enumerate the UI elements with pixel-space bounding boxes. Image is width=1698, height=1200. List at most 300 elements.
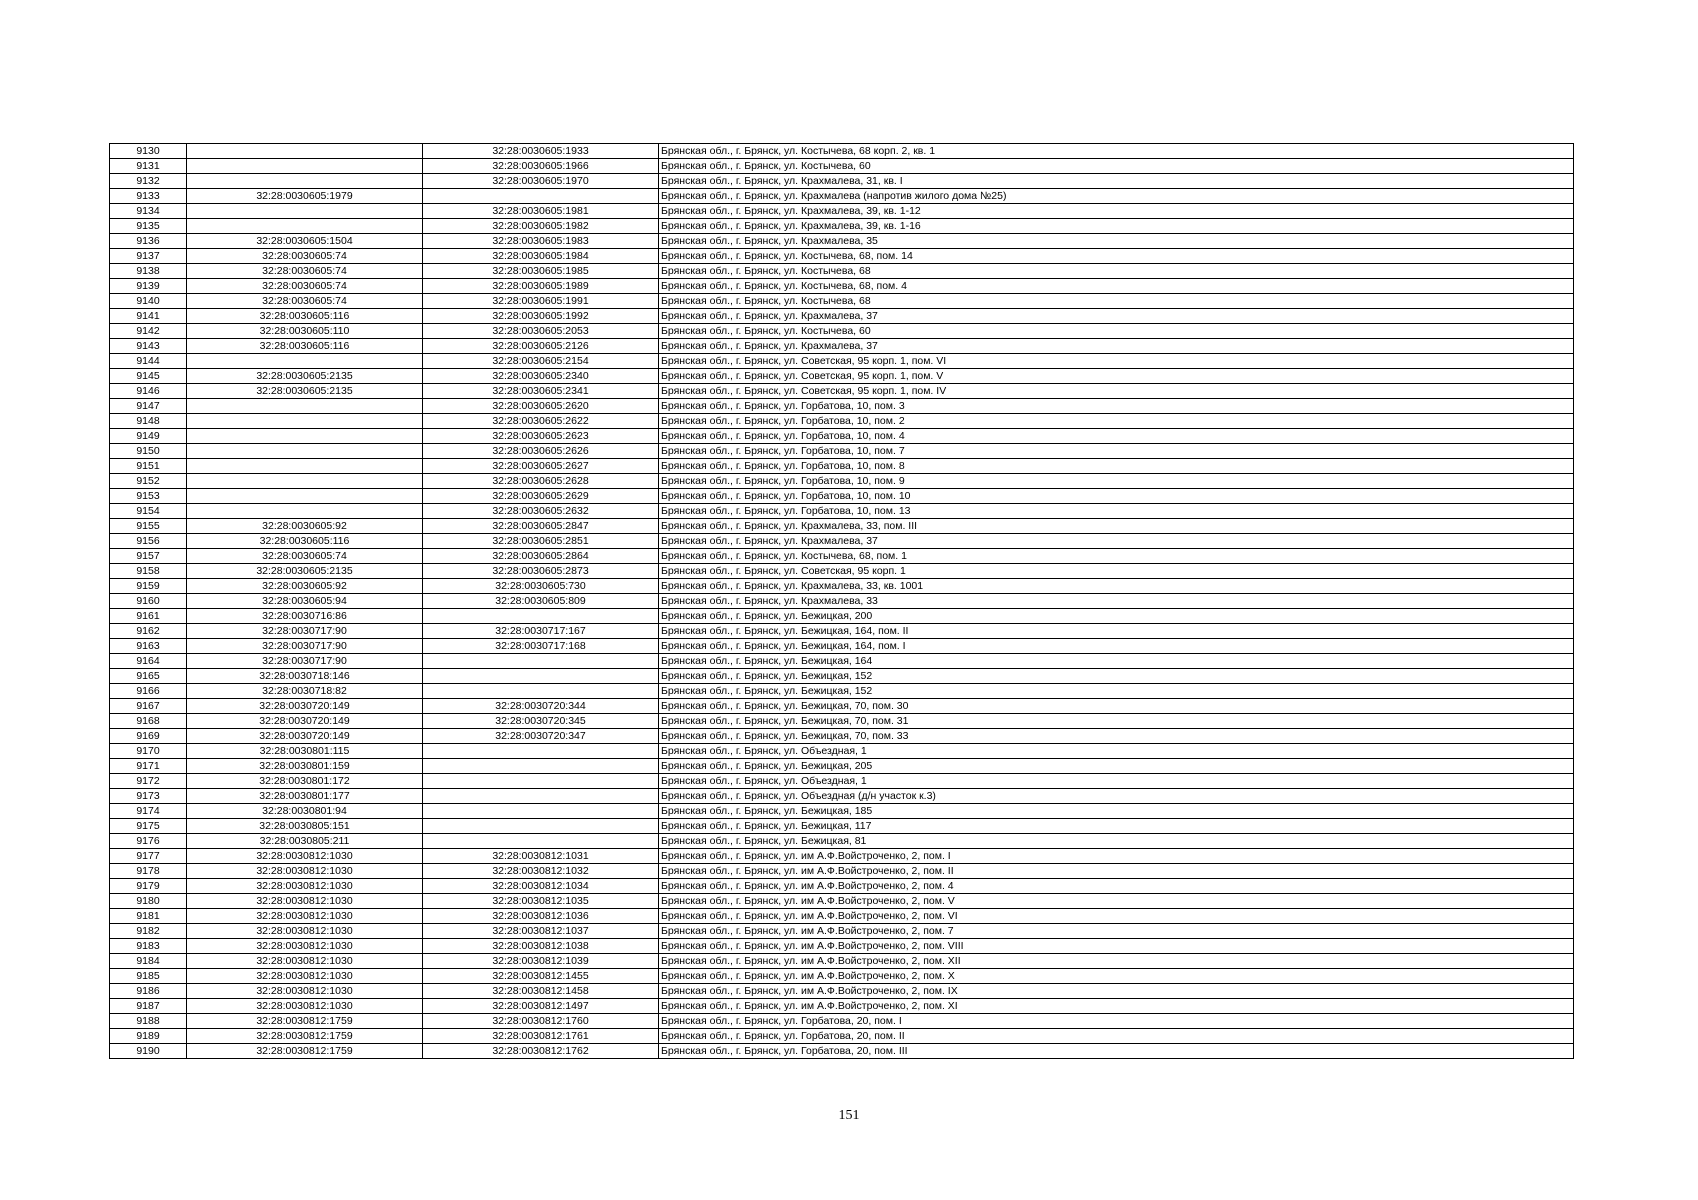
table-row — [110, 474, 1574, 489]
table-row — [110, 954, 1574, 969]
table-row — [110, 1029, 1574, 1044]
table-row — [110, 324, 1574, 339]
parcel-cadastral-number-cell: 32:28:0030812:1759 — [187, 1044, 423, 1059]
object-cadastral-number-cell — [423, 654, 659, 669]
parcel-cadastral-number-cell: 32:28:0030605:1504 — [187, 234, 423, 249]
object-cadastral-number-cell: 32:28:0030605:1970 — [423, 174, 659, 189]
parcel-cadastral-number-cell: 32:28:0030605:110 — [187, 324, 423, 339]
row-number-cell: 9151 — [110, 459, 187, 474]
table-row — [110, 804, 1574, 819]
table-row — [110, 294, 1574, 309]
table-row — [110, 639, 1574, 654]
table-row — [110, 594, 1574, 609]
object-cadastral-number-cell — [423, 834, 659, 849]
table-row — [110, 609, 1574, 624]
row-number-cell: 9166 — [110, 684, 187, 699]
table-row — [110, 969, 1574, 984]
parcel-cadastral-number-cell: 32:28:0030801:172 — [187, 774, 423, 789]
address-cell: Брянская обл., г. Брянск, ул. Горбатова, 20, пом. I — [659, 1014, 1574, 1029]
object-cadastral-number-cell: 32:28:0030605:2632 — [423, 504, 659, 519]
row-number-cell: 9175 — [110, 819, 187, 834]
address-cell: Брянская обл., г. Брянск, ул. Советская, 95 корп. 1, пом. IV — [659, 384, 1574, 399]
parcel-cadastral-number-cell: 32:28:0030801:159 — [187, 759, 423, 774]
table-row — [110, 684, 1574, 699]
parcel-cadastral-number-cell: 32:28:0030605:74 — [187, 549, 423, 564]
parcel-cadastral-number-cell — [187, 399, 423, 414]
table-row — [110, 369, 1574, 384]
parcel-cadastral-number-cell — [187, 219, 423, 234]
object-cadastral-number-cell: 32:28:0030812:1038 — [423, 939, 659, 954]
address-cell: Брянская обл., г. Брянск, ул. им А.Ф.Войстроченко, 2, пом. V — [659, 894, 1574, 909]
parcel-cadastral-number-cell: 32:28:0030812:1759 — [187, 1014, 423, 1029]
address-cell: Брянская обл., г. Брянск, ул. Горбатова, 10, пом. 3 — [659, 399, 1574, 414]
property-register-table — [109, 143, 1574, 1059]
table-row — [110, 444, 1574, 459]
object-cadastral-number-cell: 32:28:0030605:730 — [423, 579, 659, 594]
address-cell: Брянская обл., г. Брянск, ул. им А.Ф.Войстроченко, 2, пом. XII — [659, 954, 1574, 969]
object-cadastral-number-cell: 32:28:0030605:2873 — [423, 564, 659, 579]
row-number-cell: 9136 — [110, 234, 187, 249]
address-cell: Брянская обл., г. Брянск, ул. им А.Ф.Войстроченко, 2, пом. IX — [659, 984, 1574, 999]
parcel-cadastral-number-cell: 32:28:0030605:74 — [187, 264, 423, 279]
object-cadastral-number-cell: 32:28:0030717:168 — [423, 639, 659, 654]
parcel-cadastral-number-cell — [187, 204, 423, 219]
row-number-cell: 9187 — [110, 999, 187, 1014]
row-number-cell: 9161 — [110, 609, 187, 624]
row-number-cell: 9172 — [110, 774, 187, 789]
table-row — [110, 219, 1574, 234]
object-cadastral-number-cell: 32:28:0030812:1762 — [423, 1044, 659, 1059]
address-cell: Брянская обл., г. Брянск, ул. Объездная, 1 — [659, 774, 1574, 789]
parcel-cadastral-number-cell: 32:28:0030605:94 — [187, 594, 423, 609]
row-number-cell: 9179 — [110, 879, 187, 894]
address-cell: Брянская обл., г. Брянск, ул. им А.Ф.Войстроченко, 2, пом. VI — [659, 909, 1574, 924]
row-number-cell: 9185 — [110, 969, 187, 984]
row-number-cell: 9147 — [110, 399, 187, 414]
object-cadastral-number-cell — [423, 759, 659, 774]
table-row — [110, 279, 1574, 294]
object-cadastral-number-cell: 32:28:0030720:347 — [423, 729, 659, 744]
row-number-cell: 9177 — [110, 849, 187, 864]
parcel-cadastral-number-cell: 32:28:0030812:1030 — [187, 909, 423, 924]
row-number-cell: 9162 — [110, 624, 187, 639]
row-number-cell: 9144 — [110, 354, 187, 369]
row-number-cell: 9183 — [110, 939, 187, 954]
table-row — [110, 429, 1574, 444]
parcel-cadastral-number-cell: 32:28:0030605:1979 — [187, 189, 423, 204]
address-cell: Брянская обл., г. Брянск, ул. Бежицкая, 164, пом. II — [659, 624, 1574, 639]
address-cell: Брянская обл., г. Брянск, ул. Крахмалева (напротив жилого дома №25) — [659, 189, 1574, 204]
row-number-cell: 9173 — [110, 789, 187, 804]
parcel-cadastral-number-cell: 32:28:0030605:116 — [187, 339, 423, 354]
object-cadastral-number-cell: 32:28:0030605:1981 — [423, 204, 659, 219]
address-cell: Брянская обл., г. Брянск, ул. им А.Ф.Войстроченко, 2, пом. XI — [659, 999, 1574, 1014]
object-cadastral-number-cell: 32:28:0030605:2628 — [423, 474, 659, 489]
row-number-cell: 9160 — [110, 594, 187, 609]
row-number-cell: 9169 — [110, 729, 187, 744]
address-cell: Брянская обл., г. Брянск, ул. Крахмалева, 35 — [659, 234, 1574, 249]
object-cadastral-number-cell: 32:28:0030605:1984 — [423, 249, 659, 264]
parcel-cadastral-number-cell: 32:28:0030718:146 — [187, 669, 423, 684]
address-cell: Брянская обл., г. Брянск, ул. Объездная (д/н участок к.3) — [659, 789, 1574, 804]
parcel-cadastral-number-cell: 32:28:0030605:92 — [187, 519, 423, 534]
object-cadastral-number-cell: 32:28:0030812:1036 — [423, 909, 659, 924]
table-row — [110, 534, 1574, 549]
parcel-cadastral-number-cell — [187, 474, 423, 489]
address-cell: Брянская обл., г. Брянск, ул. Костычева, 60 — [659, 159, 1574, 174]
table-row — [110, 309, 1574, 324]
object-cadastral-number-cell: 32:28:0030812:1497 — [423, 999, 659, 1014]
parcel-cadastral-number-cell: 32:28:0030720:149 — [187, 699, 423, 714]
object-cadastral-number-cell: 32:28:0030717:167 — [423, 624, 659, 639]
parcel-cadastral-number-cell — [187, 429, 423, 444]
address-cell: Брянская обл., г. Брянск, ул. Горбатова, 10, пом. 8 — [659, 459, 1574, 474]
parcel-cadastral-number-cell: 32:28:0030812:1030 — [187, 939, 423, 954]
table-row — [110, 384, 1574, 399]
address-cell: Брянская обл., г. Брянск, ул. им А.Ф.Войстроченко, 2, пом. VIII — [659, 939, 1574, 954]
table-row — [110, 579, 1574, 594]
object-cadastral-number-cell: 32:28:0030605:2620 — [423, 399, 659, 414]
parcel-cadastral-number-cell — [187, 159, 423, 174]
address-cell: Брянская обл., г. Брянск, ул. Бежицкая, 200 — [659, 609, 1574, 624]
table-row — [110, 939, 1574, 954]
table-row — [110, 624, 1574, 639]
row-number-cell: 9164 — [110, 654, 187, 669]
parcel-cadastral-number-cell: 32:28:0030605:92 — [187, 579, 423, 594]
address-cell: Брянская обл., г. Брянск, ул. Бежицкая, 70, пом. 31 — [659, 714, 1574, 729]
address-cell: Брянская обл., г. Брянск, ул. Костычева, 60 — [659, 324, 1574, 339]
object-cadastral-number-cell — [423, 804, 659, 819]
address-cell: Брянская обл., г. Брянск, ул. им А.Ф.Войстроченко, 2, пом. X — [659, 969, 1574, 984]
row-number-cell: 9155 — [110, 519, 187, 534]
row-number-cell: 9150 — [110, 444, 187, 459]
address-cell: Брянская обл., г. Брянск, ул. Горбатова, 10, пом. 2 — [659, 414, 1574, 429]
table-row — [110, 504, 1574, 519]
object-cadastral-number-cell: 32:28:0030605:2847 — [423, 519, 659, 534]
address-cell: Брянская обл., г. Брянск, ул. Бежицкая, 164 — [659, 654, 1574, 669]
row-number-cell: 9189 — [110, 1029, 187, 1044]
parcel-cadastral-number-cell: 32:28:0030812:1030 — [187, 864, 423, 879]
table-row — [110, 699, 1574, 714]
parcel-cadastral-number-cell: 32:28:0030812:1030 — [187, 984, 423, 999]
address-cell: Брянская обл., г. Брянск, ул. им А.Ф.Войстроченко, 2, пом. 4 — [659, 879, 1574, 894]
table-row — [110, 564, 1574, 579]
row-number-cell: 9176 — [110, 834, 187, 849]
parcel-cadastral-number-cell — [187, 489, 423, 504]
object-cadastral-number-cell: 32:28:0030605:2340 — [423, 369, 659, 384]
object-cadastral-number-cell: 32:28:0030605:2626 — [423, 444, 659, 459]
table-row — [110, 144, 1574, 159]
address-cell: Брянская обл., г. Брянск, ул. Горбатова, 10, пом. 7 — [659, 444, 1574, 459]
row-number-cell: 9157 — [110, 549, 187, 564]
object-cadastral-number-cell — [423, 789, 659, 804]
parcel-cadastral-number-cell: 32:28:0030605:116 — [187, 309, 423, 324]
row-number-cell: 9146 — [110, 384, 187, 399]
address-cell: Брянская обл., г. Брянск, ул. Бежицкая, 70, пом. 33 — [659, 729, 1574, 744]
object-cadastral-number-cell: 32:28:0030605:2622 — [423, 414, 659, 429]
parcel-cadastral-number-cell: 32:28:0030605:74 — [187, 279, 423, 294]
parcel-cadastral-number-cell — [187, 459, 423, 474]
row-number-cell: 9186 — [110, 984, 187, 999]
row-number-cell: 9159 — [110, 579, 187, 594]
parcel-cadastral-number-cell: 32:28:0030812:1030 — [187, 894, 423, 909]
row-number-cell: 9134 — [110, 204, 187, 219]
object-cadastral-number-cell: 32:28:0030605:1989 — [423, 279, 659, 294]
parcel-cadastral-number-cell: 32:28:0030720:149 — [187, 714, 423, 729]
address-cell: Брянская обл., г. Брянск, ул. Объездная, 1 — [659, 744, 1574, 759]
row-number-cell: 9135 — [110, 219, 187, 234]
row-number-cell: 9174 — [110, 804, 187, 819]
parcel-cadastral-number-cell: 32:28:0030605:2135 — [187, 369, 423, 384]
row-number-cell: 9158 — [110, 564, 187, 579]
parcel-cadastral-number-cell: 32:28:0030605:74 — [187, 294, 423, 309]
row-number-cell: 9138 — [110, 264, 187, 279]
address-cell: Брянская обл., г. Брянск, ул. Костычева, 68, пом. 4 — [659, 279, 1574, 294]
table-row — [110, 519, 1574, 534]
address-cell: Брянская обл., г. Брянск, ул. Бежицкая, 152 — [659, 669, 1574, 684]
row-number-cell: 9133 — [110, 189, 187, 204]
object-cadastral-number-cell: 32:28:0030605:2623 — [423, 429, 659, 444]
address-cell: Брянская обл., г. Брянск, ул. Крахмалева, 33 — [659, 594, 1574, 609]
row-number-cell: 9163 — [110, 639, 187, 654]
row-number-cell: 9188 — [110, 1014, 187, 1029]
address-cell: Брянская обл., г. Брянск, ул. Крахмалева, 39, кв. 1-16 — [659, 219, 1574, 234]
parcel-cadastral-number-cell: 32:28:0030801:115 — [187, 744, 423, 759]
address-cell: Брянская обл., г. Брянск, ул. Горбатова, 10, пом. 13 — [659, 504, 1574, 519]
address-cell: Брянская обл., г. Брянск, ул. Горбатова, 10, пом. 10 — [659, 489, 1574, 504]
table-row — [110, 174, 1574, 189]
object-cadastral-number-cell: 32:28:0030720:345 — [423, 714, 659, 729]
parcel-cadastral-number-cell — [187, 174, 423, 189]
parcel-cadastral-number-cell: 32:28:0030605:116 — [187, 534, 423, 549]
table-row — [110, 264, 1574, 279]
row-number-cell: 9139 — [110, 279, 187, 294]
row-number-cell: 9145 — [110, 369, 187, 384]
object-cadastral-number-cell: 32:28:0030605:2341 — [423, 384, 659, 399]
table-row — [110, 729, 1574, 744]
object-cadastral-number-cell: 32:28:0030812:1031 — [423, 849, 659, 864]
table-row — [110, 834, 1574, 849]
table-row — [110, 789, 1574, 804]
object-cadastral-number-cell: 32:28:0030605:1982 — [423, 219, 659, 234]
address-cell: Брянская обл., г. Брянск, ул. Бежицкая, 164, пом. I — [659, 639, 1574, 654]
row-number-cell: 9190 — [110, 1044, 187, 1059]
parcel-cadastral-number-cell — [187, 504, 423, 519]
parcel-cadastral-number-cell: 32:28:0030805:211 — [187, 834, 423, 849]
row-number-cell: 9140 — [110, 294, 187, 309]
address-cell: Брянская обл., г. Брянск, ул. Бежицкая, 117 — [659, 819, 1574, 834]
table-row — [110, 774, 1574, 789]
table-row — [110, 414, 1574, 429]
object-cadastral-number-cell: 32:28:0030605:1985 — [423, 264, 659, 279]
parcel-cadastral-number-cell: 32:28:0030801:94 — [187, 804, 423, 819]
table-row — [110, 864, 1574, 879]
row-number-cell: 9132 — [110, 174, 187, 189]
table-row — [110, 1014, 1574, 1029]
parcel-cadastral-number-cell: 32:28:0030718:82 — [187, 684, 423, 699]
row-number-cell: 9141 — [110, 309, 187, 324]
row-number-cell: 9137 — [110, 249, 187, 264]
address-cell: Брянская обл., г. Брянск, ул. Советская, 95 корп. 1, пом. V — [659, 369, 1574, 384]
address-cell: Брянская обл., г. Брянск, ул. им А.Ф.Войстроченко, 2, пом. II — [659, 864, 1574, 879]
parcel-cadastral-number-cell: 32:28:0030717:90 — [187, 624, 423, 639]
parcel-cadastral-number-cell: 32:28:0030812:1030 — [187, 969, 423, 984]
object-cadastral-number-cell: 32:28:0030605:1983 — [423, 234, 659, 249]
object-cadastral-number-cell: 32:28:0030605:1933 — [423, 144, 659, 159]
parcel-cadastral-number-cell: 32:28:0030812:1030 — [187, 924, 423, 939]
table-row — [110, 924, 1574, 939]
object-cadastral-number-cell: 32:28:0030812:1761 — [423, 1029, 659, 1044]
table-row — [110, 189, 1574, 204]
object-cadastral-number-cell: 32:28:0030812:1037 — [423, 924, 659, 939]
parcel-cadastral-number-cell: 32:28:0030812:1030 — [187, 879, 423, 894]
address-cell: Брянская обл., г. Брянск, ул. Горбатова, 10, пом. 4 — [659, 429, 1574, 444]
table-row — [110, 984, 1574, 999]
address-cell: Брянская обл., г. Брянск, ул. Костычева, 68 корп. 2, кв. 1 — [659, 144, 1574, 159]
address-cell: Брянская обл., г. Брянск, ул. Крахмалева, 37 — [659, 339, 1574, 354]
parcel-cadastral-number-cell: 32:28:0030716:86 — [187, 609, 423, 624]
row-number-cell: 9130 — [110, 144, 187, 159]
table-row — [110, 354, 1574, 369]
parcel-cadastral-number-cell: 32:28:0030605:2135 — [187, 384, 423, 399]
row-number-cell: 9182 — [110, 924, 187, 939]
table-row — [110, 894, 1574, 909]
object-cadastral-number-cell: 32:28:0030720:344 — [423, 699, 659, 714]
parcel-cadastral-number-cell: 32:28:0030717:90 — [187, 639, 423, 654]
parcel-cadastral-number-cell: 32:28:0030605:2135 — [187, 564, 423, 579]
object-cadastral-number-cell: 32:28:0030605:1992 — [423, 309, 659, 324]
parcel-cadastral-number-cell — [187, 144, 423, 159]
address-cell: Брянская обл., г. Брянск, ул. Горбатова, 20, пом. II — [659, 1029, 1574, 1044]
table-row — [110, 849, 1574, 864]
object-cadastral-number-cell: 32:28:0030605:809 — [423, 594, 659, 609]
row-number-cell: 9184 — [110, 954, 187, 969]
address-cell: Брянская обл., г. Брянск, ул. Горбатова, 10, пом. 9 — [659, 474, 1574, 489]
table-row — [110, 669, 1574, 684]
table-row — [110, 909, 1574, 924]
page-number: 151 — [838, 1108, 860, 1123]
row-number-cell: 9178 — [110, 864, 187, 879]
object-cadastral-number-cell: 32:28:0030605:2864 — [423, 549, 659, 564]
table-row — [110, 819, 1574, 834]
address-cell: Брянская обл., г. Брянск, ул. Костычева, 68 — [659, 294, 1574, 309]
table-row — [110, 249, 1574, 264]
row-number-cell: 9131 — [110, 159, 187, 174]
parcel-cadastral-number-cell — [187, 354, 423, 369]
row-number-cell: 9171 — [110, 759, 187, 774]
object-cadastral-number-cell — [423, 669, 659, 684]
object-cadastral-number-cell: 32:28:0030605:1991 — [423, 294, 659, 309]
address-cell: Брянская обл., г. Брянск, ул. Крахмалева, 37 — [659, 534, 1574, 549]
row-number-cell: 9143 — [110, 339, 187, 354]
object-cadastral-number-cell: 32:28:0030605:1966 — [423, 159, 659, 174]
table-row — [110, 654, 1574, 669]
address-cell: Брянская обл., г. Брянск, ул. Крахмалева, 33, пом. III — [659, 519, 1574, 534]
address-cell: Брянская обл., г. Брянск, ул. им А.Ф.Войстроченко, 2, пом. I — [659, 849, 1574, 864]
table-body — [110, 144, 1574, 1059]
table-row — [110, 879, 1574, 894]
row-number-cell: 9154 — [110, 504, 187, 519]
object-cadastral-number-cell: 32:28:0030605:2851 — [423, 534, 659, 549]
address-cell: Брянская обл., г. Брянск, ул. Бежицкая, 152 — [659, 684, 1574, 699]
address-cell: Брянская обл., г. Брянск, ул. Советская, 95 корп. 1 — [659, 564, 1574, 579]
table-row — [110, 759, 1574, 774]
object-cadastral-number-cell: 32:28:0030812:1034 — [423, 879, 659, 894]
row-number-cell: 9142 — [110, 324, 187, 339]
object-cadastral-number-cell: 32:28:0030812:1455 — [423, 969, 659, 984]
object-cadastral-number-cell — [423, 189, 659, 204]
address-cell: Брянская обл., г. Брянск, ул. Костычева, 68 — [659, 264, 1574, 279]
object-cadastral-number-cell: 32:28:0030605:2627 — [423, 459, 659, 474]
object-cadastral-number-cell: 32:28:0030812:1039 — [423, 954, 659, 969]
object-cadastral-number-cell: 32:28:0030812:1760 — [423, 1014, 659, 1029]
parcel-cadastral-number-cell: 32:28:0030812:1030 — [187, 849, 423, 864]
row-number-cell: 9153 — [110, 489, 187, 504]
row-number-cell: 9180 — [110, 894, 187, 909]
object-cadastral-number-cell — [423, 819, 659, 834]
row-number-cell: 9152 — [110, 474, 187, 489]
address-cell: Брянская обл., г. Брянск, ул. Крахмалева, 37 — [659, 309, 1574, 324]
object-cadastral-number-cell — [423, 774, 659, 789]
table-row — [110, 999, 1574, 1014]
parcel-cadastral-number-cell: 32:28:0030805:151 — [187, 819, 423, 834]
parcel-cadastral-number-cell: 32:28:0030717:90 — [187, 654, 423, 669]
object-cadastral-number-cell: 32:28:0030605:2629 — [423, 489, 659, 504]
address-cell: Брянская обл., г. Брянск, ул. Костычева, 68, пом. 14 — [659, 249, 1574, 264]
table-row — [110, 489, 1574, 504]
parcel-cadastral-number-cell — [187, 444, 423, 459]
address-cell: Брянская обл., г. Брянск, ул. Крахмалева, 31, кв. I — [659, 174, 1574, 189]
object-cadastral-number-cell: 32:28:0030605:2053 — [423, 324, 659, 339]
object-cadastral-number-cell: 32:28:0030812:1035 — [423, 894, 659, 909]
address-cell: Брянская обл., г. Брянск, ул. Бежицкая, 70, пом. 30 — [659, 699, 1574, 714]
address-cell: Брянская обл., г. Брянск, ул. Бежицкая, 205 — [659, 759, 1574, 774]
row-number-cell: 9149 — [110, 429, 187, 444]
parcel-cadastral-number-cell: 32:28:0030812:1759 — [187, 1029, 423, 1044]
row-number-cell: 9168 — [110, 714, 187, 729]
object-cadastral-number-cell: 32:28:0030605:2154 — [423, 354, 659, 369]
object-cadastral-number-cell — [423, 744, 659, 759]
row-number-cell: 9156 — [110, 534, 187, 549]
row-number-cell: 9148 — [110, 414, 187, 429]
table-row — [110, 204, 1574, 219]
table-row — [110, 399, 1574, 414]
parcel-cadastral-number-cell: 32:28:0030801:177 — [187, 789, 423, 804]
address-cell: Брянская обл., г. Брянск, ул. Крахмалева, 39, кв. 1-12 — [659, 204, 1574, 219]
object-cadastral-number-cell: 32:28:0030812:1458 — [423, 984, 659, 999]
parcel-cadastral-number-cell: 32:28:0030812:1030 — [187, 999, 423, 1014]
parcel-cadastral-number-cell: 32:28:0030812:1030 — [187, 954, 423, 969]
table-row — [110, 339, 1574, 354]
address-cell: Брянская обл., г. Брянск, ул. Крахмалева, 33, кв. 1001 — [659, 579, 1574, 594]
parcel-cadastral-number-cell: 32:28:0030720:149 — [187, 729, 423, 744]
row-number-cell: 9165 — [110, 669, 187, 684]
table-row — [110, 459, 1574, 474]
address-cell: Брянская обл., г. Брянск, ул. Советская, 95 корп. 1, пом. VI — [659, 354, 1574, 369]
table-row — [110, 159, 1574, 174]
address-cell: Брянская обл., г. Брянск, ул. Горбатова, 20, пом. III — [659, 1044, 1574, 1059]
table-row — [110, 714, 1574, 729]
table-row — [110, 549, 1574, 564]
address-cell: Брянская обл., г. Брянск, ул. Бежицкая, 81 — [659, 834, 1574, 849]
address-cell: Брянская обл., г. Брянск, ул. им А.Ф.Войстроченко, 2, пом. 7 — [659, 924, 1574, 939]
address-cell: Брянская обл., г. Брянск, ул. Бежицкая, 185 — [659, 804, 1574, 819]
table-row — [110, 1044, 1574, 1059]
row-number-cell: 9167 — [110, 699, 187, 714]
address-cell: Брянская обл., г. Брянск, ул. Костычева, 68, пом. 1 — [659, 549, 1574, 564]
row-number-cell: 9170 — [110, 744, 187, 759]
object-cadastral-number-cell: 32:28:0030812:1032 — [423, 864, 659, 879]
